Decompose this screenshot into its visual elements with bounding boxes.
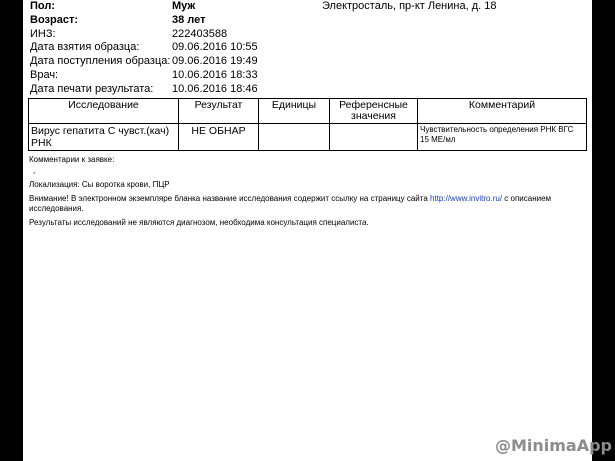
header-row: [30, 55, 590, 69]
comments-label: Комментарии к заявке:: [29, 155, 115, 164]
header-label: ИНЗ:: [30, 27, 56, 40]
watermark: @MinimaApp: [494, 436, 612, 455]
header-value: 09.06.2016 10:55: [172, 41, 258, 54]
header-row: [30, 83, 590, 97]
header-value: Муж: [172, 0, 196, 12]
disclaimer-text: Результаты исследований не являются диагнозом, необходима консультация специалиста.: [29, 218, 369, 227]
header-row: [30, 14, 590, 28]
results-table: [28, 98, 587, 151]
column-header-study: Исследование: [29, 99, 179, 124]
header-label: Возраст:: [30, 13, 78, 26]
header-row: [30, 69, 590, 83]
header-value: 09.06.2016 19:49: [172, 55, 258, 68]
warning-suffix: с описанием исследования.: [29, 194, 552, 213]
header-label: Врач:: [30, 68, 59, 81]
header-label: Пол:: [30, 0, 56, 12]
warning-prefix: Внимание! В электронном экземпляре бланка название исследования содержит ссылку на страницу сайта: [29, 194, 431, 203]
header-row: [30, 28, 590, 42]
header-value: 10.06.2016 18:33: [172, 68, 258, 81]
column-header-reference: Референсные значения: [330, 99, 418, 124]
column-header-comment: Комментарий: [418, 99, 587, 124]
reference-value: [330, 124, 418, 151]
lab-report-page: [23, 0, 592, 461]
header-row: [30, 0, 590, 14]
header-label: Дата взятия образца:: [30, 41, 140, 54]
table-row: [29, 124, 587, 151]
comments-value: ,: [33, 166, 36, 175]
column-header-units: Единицы: [259, 99, 330, 124]
study-name-link[interactable]: Вирус гепатита С чувст.(кач) РНК: [29, 124, 179, 151]
units-value: [259, 124, 330, 151]
warning-text: [29, 194, 569, 214]
localization-text: Локализация: Сы воротка крови, ПЦР: [29, 180, 170, 189]
address-text: Электросталь, пр-кт Ленина, д. 18: [322, 0, 497, 12]
header-value: 222403588: [172, 27, 228, 40]
column-header-result: Результат: [179, 99, 259, 124]
comment-value: Чувствительность определения РНК ВГС 15 МЕ/мл: [418, 124, 587, 151]
header-value: 10.06.2016 18:46: [172, 82, 258, 95]
header-row: [30, 41, 590, 55]
patient-info-header: [30, 0, 590, 97]
header-label: Дата поступления образца:: [30, 55, 171, 68]
results-table-header-row: [29, 99, 587, 124]
result-value: НЕ ОБНАР: [179, 124, 259, 151]
header-value: 38 лет: [172, 13, 206, 26]
invitro-link[interactable]: http://www.invitro.ru/: [430, 194, 503, 203]
header-label: Дата печати результата:: [30, 82, 154, 95]
